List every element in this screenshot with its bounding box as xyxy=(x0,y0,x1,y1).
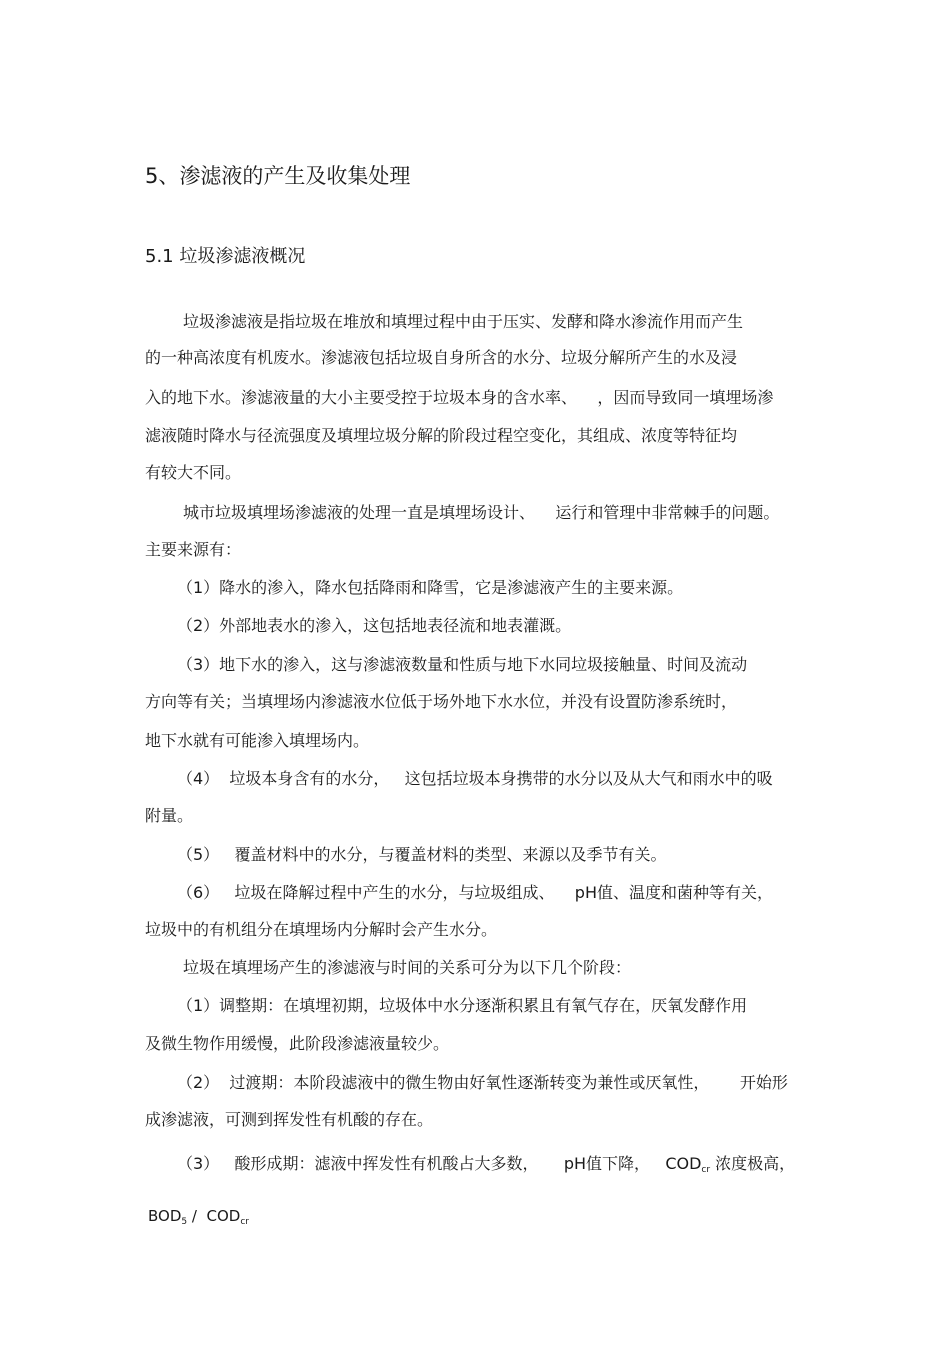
paragraph-line: 城市垃圾填埋场渗滤液的处理一直是填埋场设计、 运行和管理中非常棘手的问题。 xyxy=(183,503,780,522)
line-text: （3） 酸形成期：滤液中挥发性有机酸占大多数， pH值下降， COD xyxy=(177,1154,702,1173)
paragraph-line: 垃圾在填埋场产生的渗滤液与时间的关系可分为以下几个阶段： xyxy=(183,958,632,977)
line-text: 浓度极高， xyxy=(710,1154,796,1173)
paragraph-line: 地下水就有可能渗入填埋场内。 xyxy=(145,731,370,750)
paragraph-line: 主要来源有： xyxy=(145,540,242,559)
paragraph-line: 入的地下水。渗滤液量的大小主要受控于垃圾本身的含水率、 ，因而导致同一填埋场渗 xyxy=(145,388,774,407)
list-item: （1）降水的渗入，降水包括降雨和降雪，它是渗滤液产生的主要来源。 xyxy=(177,578,684,597)
formula-line xyxy=(148,1206,249,1232)
paragraph-line: 附量。 xyxy=(145,806,194,825)
subscript: cr xyxy=(240,1217,249,1227)
list-item: （3）地下水的渗入，这与渗滤液数量和性质与地下水同垃圾接触量、时间及流动 xyxy=(177,655,748,674)
paragraph-line: 及微生物作用缓慢，此阶段渗滤液量较少。 xyxy=(145,1034,450,1053)
list-item: （5） 覆盖材料中的水分，与覆盖材料的类型、来源以及季节有关。 xyxy=(177,845,667,864)
list-item: （6） 垃圾在降解过程中产生的水分，与垃圾组成、 pH值、温度和菌种等有关， xyxy=(177,883,773,902)
list-item: （2）外部地表水的渗入，这包括地表径流和地表灌溉。 xyxy=(177,616,572,635)
paragraph-line: 的一种高浓度有机废水。渗滤液包括垃圾自身所含的水分、垃圾分解所产生的水及浸 xyxy=(145,348,738,367)
section-heading: 5、渗滤液的产生及收集处理 xyxy=(145,164,411,188)
list-item: （4） 垃圾本身含有的水分， 这包括垃圾本身携带的水分以及从大气和雨水中的吸 xyxy=(177,769,773,788)
list-item: （1）调整期：在填埋初期，垃圾体中水分逐渐积累且有氧气存在，厌氧发酵作用 xyxy=(177,996,748,1015)
subscript: cr xyxy=(701,1165,711,1175)
paragraph-line: 有较大不同。 xyxy=(145,463,242,482)
paragraph-line: 成渗滤液，可测到挥发性有机酸的存在。 xyxy=(145,1110,434,1129)
subscript: 5 xyxy=(181,1217,188,1227)
paragraph-line: 垃圾渗滤液是指垃圾在堆放和填埋过程中由于压实、发酵和降水渗流作用而产生 xyxy=(183,312,744,331)
subsection-heading: 5.1 垃圾渗滤液概况 xyxy=(145,246,306,267)
list-item: （2） 过渡期：本阶段滤液中的微生物由好氧性逐渐转变为兼性或厌氧性， 开始形 xyxy=(177,1073,788,1092)
paragraph-line: 方向等有关；当填埋场内渗滤液水位低于场外地下水水位，并没有设置防渗系统时， xyxy=(145,692,738,711)
paragraph-line: 滤液随时降水与径流强度及填埋垃圾分解的阶段过程空变化，其组成、浓度等特征均 xyxy=(145,426,738,445)
list-item xyxy=(177,1154,795,1180)
line-text: BOD xyxy=(148,1207,182,1225)
paragraph-line: 垃圾中的有机组分在填埋场内分解时会产生水分。 xyxy=(145,920,498,939)
line-text: / COD xyxy=(187,1207,241,1225)
